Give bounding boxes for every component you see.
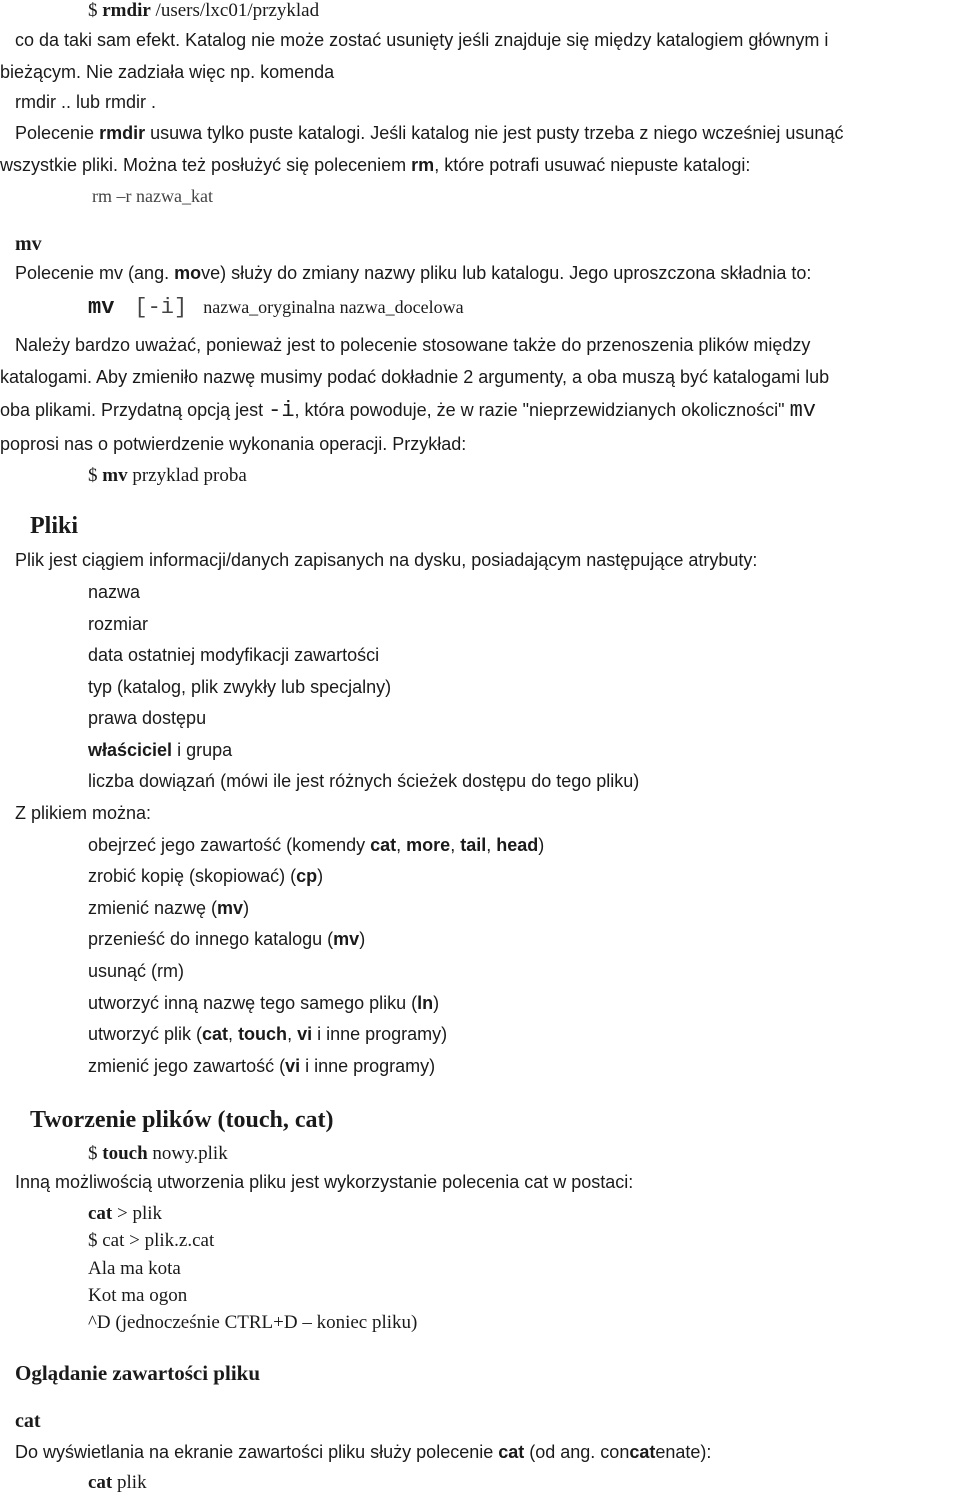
code-line-cat: cat plik — [88, 1472, 147, 1493]
text-line: Do wyświetlania na ekranie zawartości pliku służy polecenie cat (od ang. concatenate): — [15, 1442, 712, 1462]
attribute-item: nazwa — [88, 582, 141, 602]
text-line: bieżącym. Nie zadziała więc np. komenda — [0, 62, 335, 82]
code-line: ^D (jednocześnie CTRL+D – koniec pliku) — [88, 1312, 418, 1333]
attribute-item: rozmiar — [88, 614, 149, 634]
text-line: poprosi nas o potwierdzenie wykonania operacji. Przykład: — [0, 434, 467, 454]
code-line: Ala ma kota — [88, 1258, 181, 1279]
action-item: utworzyć inną nazwę tego samego pliku (ln) — [88, 993, 440, 1013]
attribute-item: data ostatniej modyfikacji zawartości — [88, 645, 380, 665]
code-line-mv-example: $ mv przyklad proba — [88, 465, 247, 486]
attribute-item: właściciel i grupa — [88, 740, 233, 760]
text-line: Inną możliwością utworzenia pliku jest wykorzystanie polecenia cat w postaci: — [15, 1172, 634, 1192]
code-line: cat > plik — [88, 1203, 163, 1224]
text-line: co da taki sam efekt. Katalog nie może zostać usunięty jeśli znajduje się między katalogiem głównym i — [15, 30, 829, 50]
attribute-item: prawa dostępu — [88, 708, 207, 728]
attribute-item: liczba dowiązań (mówi ile jest różnych ścieżek dostępu do tego pliku) — [88, 771, 640, 791]
section-heading-mv: mv — [15, 233, 42, 255]
code-line-rmdir-path: $ rmdir /users/lxc01/przyklad — [88, 0, 320, 21]
text-line-justified: Należy bardzo uważać, ponieważ jest to polecenie stosowane także do przenoszenia plików między — [15, 335, 811, 355]
code-line: $ cat > plik.z.cat — [88, 1230, 215, 1251]
text-line: wszystkie pliki. Można też posłużyć się poleceniem rm, które potrafi usuwać niepuste katalogi: — [0, 155, 751, 175]
text-line: katalogami. Aby zmieniło nazwę musimy podać dokładnie 2 argumenty, a oba muszą być katalogami lub — [0, 367, 830, 387]
text-line: Polecenie rmdir usuwa tylko puste katalogi. Jeśli katalog nie jest pusty trzeba z niego wcześniej usunąć — [15, 123, 844, 143]
section-heading-ogladanie: Oglądanie zawartości pliku — [15, 1361, 261, 1385]
action-item: zmienić nazwę (mv) — [88, 898, 250, 918]
subsection-heading-cat: cat — [15, 1410, 41, 1432]
code-line: Kot ma ogon — [88, 1285, 188, 1306]
code-line-touch: $ touch nowy.plik — [88, 1143, 228, 1164]
action-item: usunąć (rm) — [88, 961, 185, 981]
action-item: zrobić kopię (skopiować) (cp) — [88, 866, 324, 886]
section-heading-pliki: Pliki — [30, 513, 79, 539]
code-line-rm: rm –r nazwa_kat — [92, 186, 213, 206]
text-line: Plik jest ciągiem informacji/danych zapisanych na dysku, posiadającym następujące atrybuty: — [15, 550, 758, 570]
text-line: oba plikami. Przydatną opcją jest -i, która powoduje, że w razie "nieprzewidzianych okoliczności" mv — [0, 398, 816, 423]
action-item: zmienić jego zawartość (vi i inne programy) — [88, 1056, 436, 1076]
section-heading-tworzenie: Tworzenie plików (touch, cat) — [30, 1107, 334, 1133]
attribute-item: typ (katalog, plik zwykły lub specjalny) — [88, 677, 392, 697]
text-line: Polecenie mv (ang. move) służy do zmiany nazwy pliku lub katalogu. Jego uproszczona składnia to: — [15, 263, 812, 283]
syntax-line-mv: mv [-i] nazwa_oryginalna nazwa_docelowa — [88, 295, 464, 320]
action-item: utworzyć plik (cat, touch, vi i inne programy) — [88, 1024, 448, 1044]
action-item: obejrzeć jego zawartość (komendy cat, more, tail, head) — [88, 835, 545, 855]
action-item: przenieść do innego katalogu (mv) — [88, 929, 366, 949]
text-line: rmdir .. lub rmdir . — [15, 92, 157, 112]
text-line: Z plikiem można: — [15, 803, 152, 823]
